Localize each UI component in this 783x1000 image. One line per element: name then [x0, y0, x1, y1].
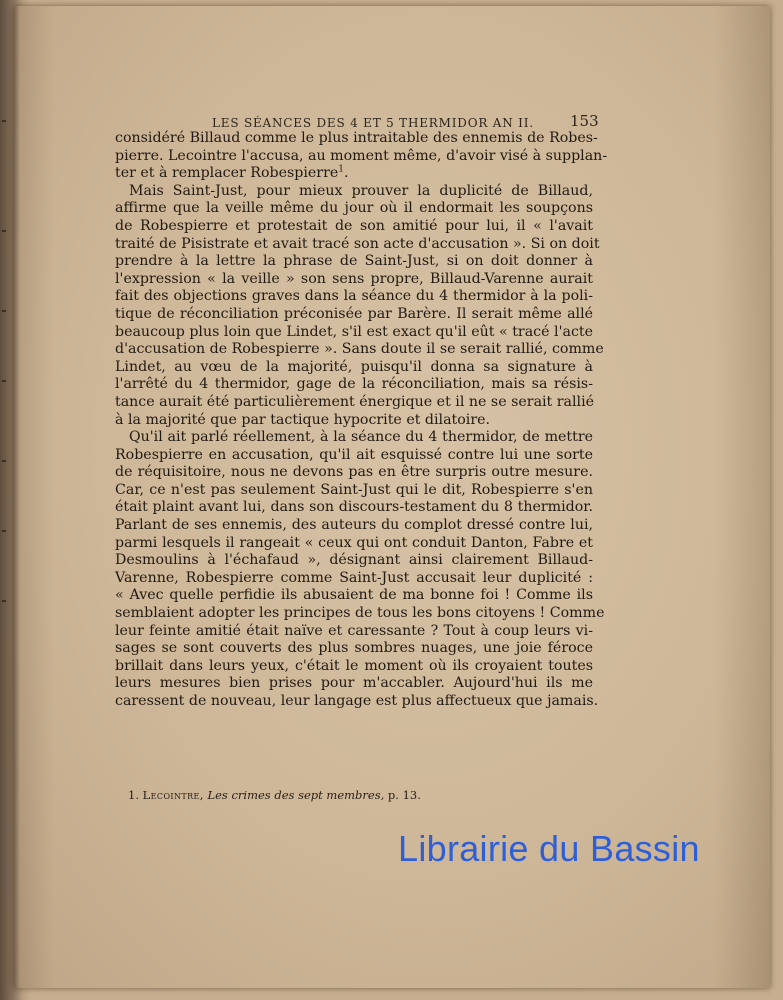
text-line: pierre. Lecointre l'accusa, au moment même, d'avoir visé à supplan-: [115, 147, 608, 164]
text-line: caressent de nouveau, leur langage est plus affectueux que jamais.: [115, 693, 599, 709]
text-line: brillait dans leurs yeux, c'était le moment où ils croyaient toutes: [115, 657, 593, 674]
text-line: ter et à remplacer Robespierre$^1$.: [115, 164, 349, 182]
footnote-page: p. 13.: [387, 788, 421, 802]
text-line: Qu'il ait parlé réellement, à la séance du 4 thermidor, de mettre: [129, 429, 593, 446]
text-line: Varenne, Robespierre comme Saint-Just accusait leur duplicité :: [115, 569, 593, 586]
text-line: leur feinte amitié était naïve et caressante ? Tout à coup leurs vi-: [115, 622, 593, 639]
text-line: semblaient adopter les principes de tous les bons citoyens ! Comme: [115, 605, 605, 622]
text-line: Lindet, au vœu de la majorité, puisqu'il donna sa signature à: [115, 358, 593, 375]
text-line: parmi lesquels il rangeait « ceux qui ont conduit Danton, Fabre et: [115, 534, 593, 551]
text-line: de Robespierre et protestait de son amitié pour lui, il « l'avait: [115, 217, 593, 234]
left-margin-marks: [2, 80, 8, 680]
text-line: fait des objections graves dans la séance du 4 thermidor à la poli-: [115, 288, 593, 305]
watermark: Librairie du Bassin: [398, 828, 700, 869]
footnote-number: 1.: [128, 788, 139, 802]
text-line: d'accusation de Robespierre ». Sans doute il se serait rallié, comme: [115, 341, 604, 358]
text-line: « Avec quelle perfidie ils abusaient de ma bonne foi ! Comme ils: [115, 587, 593, 604]
footnote: [128, 788, 421, 802]
text-line: Mais Saint-Just, pour mieux prouver la duplicité de Billaud,: [129, 182, 593, 199]
text-line: était plaint avant lui, dans son discours-testament du 8 thermidor.: [115, 499, 593, 516]
text-line: tique de réconciliation préconisée par Barère. Il serait même allé: [115, 305, 593, 322]
text-line: Car, ce n'est pas seulement Saint-Just qui le dit, Robespierre s'en: [115, 481, 593, 498]
text-line: considéré Billaud comme le plus intraitable des ennemis de Robes-: [115, 130, 598, 146]
text-line: à la majorité que par tactique hypocrite et dilatoire.: [115, 411, 491, 428]
running-head-title: LES SÉANCES DES 4 ET 5 THERMIDOR AN II.: [212, 116, 534, 130]
text-line-content: ter et à remplacer Robespierre: [115, 165, 339, 182]
text-line: Robespierre en accusation, qu'il ait esquissé contre lui une sorte: [115, 446, 593, 463]
text-line: traité de Pisistrate et avait tracé son acte d'accusation ». Si on doit: [115, 235, 600, 252]
text-line: de réquisitoire, nous ne devons pas en être surpris outre mesure.: [115, 464, 593, 481]
footnote-author: Lecointre,: [142, 788, 204, 802]
text-line: affirme que la veille même du jour où il endormait les soupçons: [115, 200, 593, 217]
text-line: Desmoulins à l'échafaud », désignant ainsi clairement Billaud-: [115, 552, 593, 569]
text-line: l'arrêté du 4 thermidor, gage de la réconciliation, mais sa résis-: [115, 376, 593, 393]
text-line: tance aurait été particulièrement énergique et il ne se serait rallié: [115, 393, 595, 410]
page-number: 153: [570, 112, 599, 130]
text-line: leurs mesures bien prises pour m'accabler. Aujourd'hui ils me: [115, 675, 593, 692]
text-line: prendre à la lettre la phrase de Saint-Just, si on doit donner à: [115, 253, 593, 270]
page-gutter-shadow: [14, 6, 20, 988]
text-line: l'expression « la veille » son sens propre, Billaud-Varenne aurait: [115, 270, 593, 287]
footnote-title: Les crimes des sept membres,: [207, 788, 385, 802]
footnote-marker: 1: [338, 164, 345, 175]
text-line: sages se sont couverts des plus sombres nuages, une joie féroce: [115, 640, 593, 657]
body-text: [115, 130, 608, 711]
text-line: Parlant de ses ennemis, des auteurs du complot dressé contre lui,: [115, 517, 593, 534]
text-line: beaucoup plus loin que Lindet, s'il est exact qu'il eût « tracé l'acte: [115, 323, 593, 340]
